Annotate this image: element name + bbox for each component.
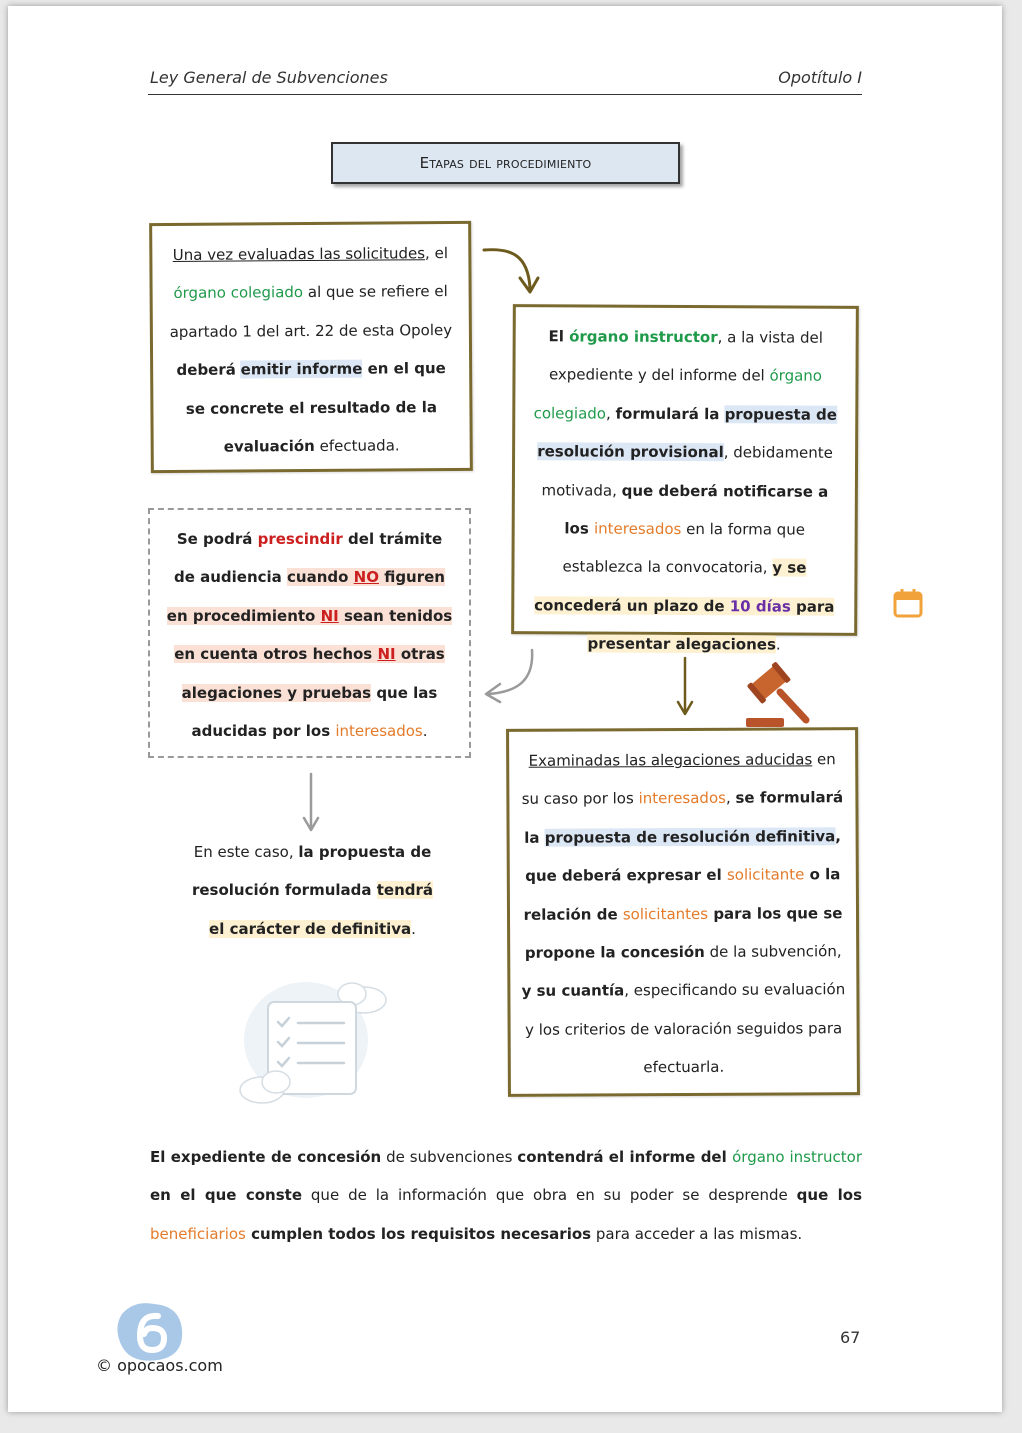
text-span: el	[434, 244, 449, 263]
text-span: En este caso,	[193, 843, 299, 861]
text-span: efectuada.	[314, 436, 400, 456]
text-span: solicitante	[726, 865, 805, 884]
text-span: órgano colegiado	[533, 366, 823, 423]
text-span: .	[411, 919, 416, 938]
text-span: ,	[605, 404, 616, 423]
text-span: en el que conste	[150, 1186, 302, 1205]
box-evaluacion-text	[168, 234, 454, 466]
box-prescindir-audiencia-text	[164, 520, 455, 750]
text-span: NI	[320, 606, 339, 625]
text-span: de la subvención,	[704, 942, 842, 961]
text-span: para acceder a las mismas.	[591, 1224, 803, 1243]
caso-definitiva-text	[185, 833, 440, 948]
text-span: ,	[725, 789, 736, 808]
text-span: tendrá el carácter de definitiva	[209, 881, 434, 938]
box-evaluacion	[149, 221, 473, 473]
text-span: en el que se concrete el resultado de la evaluación	[185, 359, 446, 456]
text-span: interesados	[593, 519, 682, 539]
text-span: ,	[424, 244, 430, 263]
section-title: Etapas del procedimiento	[331, 142, 680, 184]
text-span: .	[422, 722, 428, 741]
text-span: de subvenciones	[381, 1148, 518, 1166]
text-span: cuando	[287, 568, 354, 587]
text-span: o la relación de	[523, 865, 841, 924]
text-span: para los que se propone la concesión	[524, 903, 843, 962]
text-span: deberá	[176, 360, 236, 380]
text-span: órgano colegiado	[173, 283, 304, 303]
text-span: que de la información que obra en su poder se desprende	[302, 1186, 797, 1205]
text-span: sean tenidos en cuenta otros hechos	[174, 606, 453, 664]
text-span: NO	[353, 568, 379, 587]
box-propuesta-definitiva	[506, 727, 860, 1097]
copyright: © opocaos.com	[96, 1356, 223, 1375]
box-prescindir-audiencia	[148, 508, 471, 758]
text-span: solicitantes	[622, 904, 709, 923]
text-span: , que deberá expresar el	[525, 826, 842, 886]
box-propuesta-provisional-text	[528, 317, 842, 664]
text-span: que deberá notificarse a los	[564, 481, 829, 538]
text-span: se formulará la	[524, 788, 844, 847]
text-span: , especificando su evaluación y los criterios de valoración seguidos para efectuarla.	[525, 980, 846, 1077]
box-propuesta-provisional	[511, 304, 859, 654]
header-left: Ley General de Subvenciones	[150, 68, 388, 87]
text-span: NI	[377, 645, 396, 664]
header-divider	[148, 94, 862, 95]
text-span: figuren en procedimiento	[166, 568, 445, 625]
opocaos-logo	[114, 1300, 186, 1364]
arrow-box2-to-box4	[674, 656, 696, 718]
text-span: El	[548, 327, 570, 346]
text-span: la propuesta de resolución formulada	[191, 843, 432, 900]
arrow-box1-to-box2	[480, 244, 550, 300]
text-span: para presentar alegaciones	[587, 597, 835, 654]
text-span: en su caso por los	[521, 750, 836, 809]
header-right: Opotítulo I	[778, 68, 862, 87]
text-span: Examinadas las alegaciones aducidas	[528, 750, 813, 770]
text-span: beneficiarios	[150, 1224, 246, 1243]
bottom-paragraph	[150, 1138, 862, 1253]
box-propuesta-definitiva-text	[519, 740, 847, 1087]
text-span: propuesta de resolución definitiva	[544, 827, 836, 847]
checklist-cloud-icon	[226, 970, 406, 1115]
text-span: órgano instructor	[569, 327, 718, 347]
text-span: que las aducidas por los	[191, 683, 438, 741]
text-span: formulará la	[615, 404, 725, 424]
text-span: y se concederá un plazo de	[534, 558, 807, 616]
text-span: interesados	[638, 789, 726, 808]
gavel-icon	[742, 658, 814, 730]
arrow-box3-to-text	[300, 772, 322, 834]
text-span: , debidamente motivada,	[541, 443, 833, 500]
text-span: El expediente de concesión	[150, 1148, 382, 1166]
text-span: y su cuantía	[521, 981, 625, 1001]
text-span: .	[775, 635, 781, 654]
text-span: propuesta de resolución provisional	[537, 405, 838, 462]
text-span: contendrá el informe del	[517, 1148, 733, 1166]
text-span: órgano instructor	[732, 1148, 863, 1166]
text-span: prescindir	[257, 530, 343, 548]
text-span: del trámite de audiencia	[173, 530, 443, 587]
text-span: Una vez evaluadas las solicitudes	[172, 244, 426, 264]
calendar-icon	[893, 588, 923, 618]
text-span: al que se refiere el apartado 1 del art. 22 de esta Opoley	[169, 282, 453, 341]
text-span: otras alegaciones y pruebas	[181, 645, 445, 702]
text-span: , a la vista del expediente y del informe del	[548, 328, 823, 385]
text-span: que los	[796, 1186, 862, 1205]
text-span: emitir informe	[240, 359, 363, 379]
text-span: interesados	[335, 722, 423, 741]
text-span: en la forma que establezca la convocatoria,	[562, 520, 806, 577]
arrow-box2-to-box3	[482, 646, 542, 702]
text-span: 10 días	[729, 597, 791, 616]
text-span: Se podrá	[176, 530, 258, 548]
text-span: cumplen todos los requisitos necesarios	[245, 1224, 592, 1243]
page-number: 67	[840, 1328, 861, 1347]
